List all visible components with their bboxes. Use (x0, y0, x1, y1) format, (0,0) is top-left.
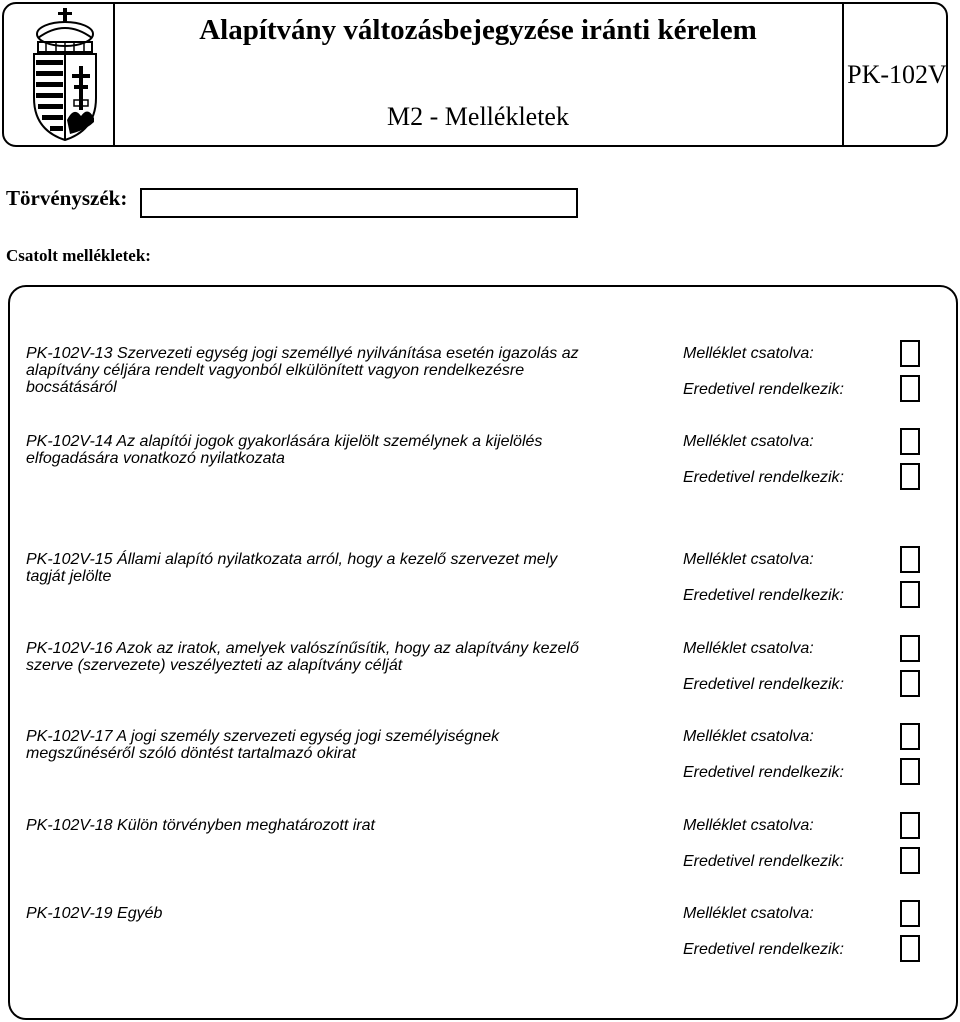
original-label: Eredetivel rendelkezik: (683, 853, 844, 870)
attached-checkbox[interactable] (900, 812, 920, 839)
attached-label: Melléklet csatolva: (683, 433, 814, 450)
attached-label: Melléklet csatolva: (683, 640, 814, 657)
attachment-description: PK-102V-17 A jogi személy szervezeti egység jogi személyiségnek megszűnéséről szóló döntést tartalmazó okirat (26, 728, 500, 762)
original-label: Eredetivel rendelkezik: (683, 587, 844, 604)
attached-label: Melléklet csatolva: (683, 728, 814, 745)
original-checkbox[interactable] (900, 847, 920, 874)
attached-checkbox[interactable] (900, 635, 920, 662)
attachment-description: PK-102V-19 Egyéb (26, 905, 163, 922)
attached-checkbox[interactable] (900, 900, 920, 927)
original-checkbox[interactable] (900, 375, 920, 402)
original-label: Eredetivel rendelkezik: (683, 764, 844, 781)
court-field[interactable] (140, 188, 578, 218)
attached-label: Melléklet csatolva: (683, 817, 814, 834)
original-label: Eredetivel rendelkezik: (683, 381, 844, 398)
coat-of-arms-icon (30, 8, 100, 142)
attached-label: Melléklet csatolva: (683, 551, 814, 568)
attachments-panel (8, 285, 958, 1020)
attached-label: Melléklet csatolva: (683, 905, 814, 922)
form-code: PK-102V (847, 60, 947, 89)
original-checkbox[interactable] (900, 463, 920, 490)
attachment-description: PK-102V-15 Állami alapító nyilatkozata arról, hogy a kezelő szervezet mely tagját jelölte (26, 551, 558, 585)
court-label: Törvényszék: (6, 186, 128, 210)
attached-checkbox[interactable] (900, 340, 920, 367)
attachment-description: PK-102V-13 Szervezeti egység jogi személlyé nyilvánítása esetén igazolás az alapítvány céljára rendelt vagyonból elkülönített vagyon rendelkezésre bocsátásáról (26, 345, 579, 396)
attached-label: Melléklet csatolva: (683, 345, 814, 362)
original-checkbox[interactable] (900, 758, 920, 785)
form-subtitle: M2 - Mellékletek (387, 102, 569, 131)
original-label: Eredetivel rendelkezik: (683, 941, 844, 958)
form-header (2, 2, 948, 147)
attachment-description: PK-102V-14 Az alapítói jogok gyakorlására kijelölt személynek a kijelölés elfogadására vonatkozó nyilatkozata (26, 433, 543, 467)
attached-checkbox[interactable] (900, 723, 920, 750)
original-label: Eredetivel rendelkezik: (683, 676, 844, 693)
original-checkbox[interactable] (900, 581, 920, 608)
form-title: Alapítvány változásbejegyzése iránti kérelem (199, 14, 757, 46)
attachment-description: PK-102V-16 Azok az iratok, amelyek valószínűsítik, hogy az alapítvány kezelő szerve (szervezete) veszélyezteti az alapítvány célját (26, 640, 579, 674)
attachments-heading: Csatolt mellékletek: (6, 246, 151, 265)
original-label: Eredetivel rendelkezik: (683, 469, 844, 486)
original-checkbox[interactable] (900, 670, 920, 697)
original-checkbox[interactable] (900, 935, 920, 962)
attached-checkbox[interactable] (900, 428, 920, 455)
attachment-description: PK-102V-18 Külön törvényben meghatározott irat (26, 817, 375, 834)
attached-checkbox[interactable] (900, 546, 920, 573)
